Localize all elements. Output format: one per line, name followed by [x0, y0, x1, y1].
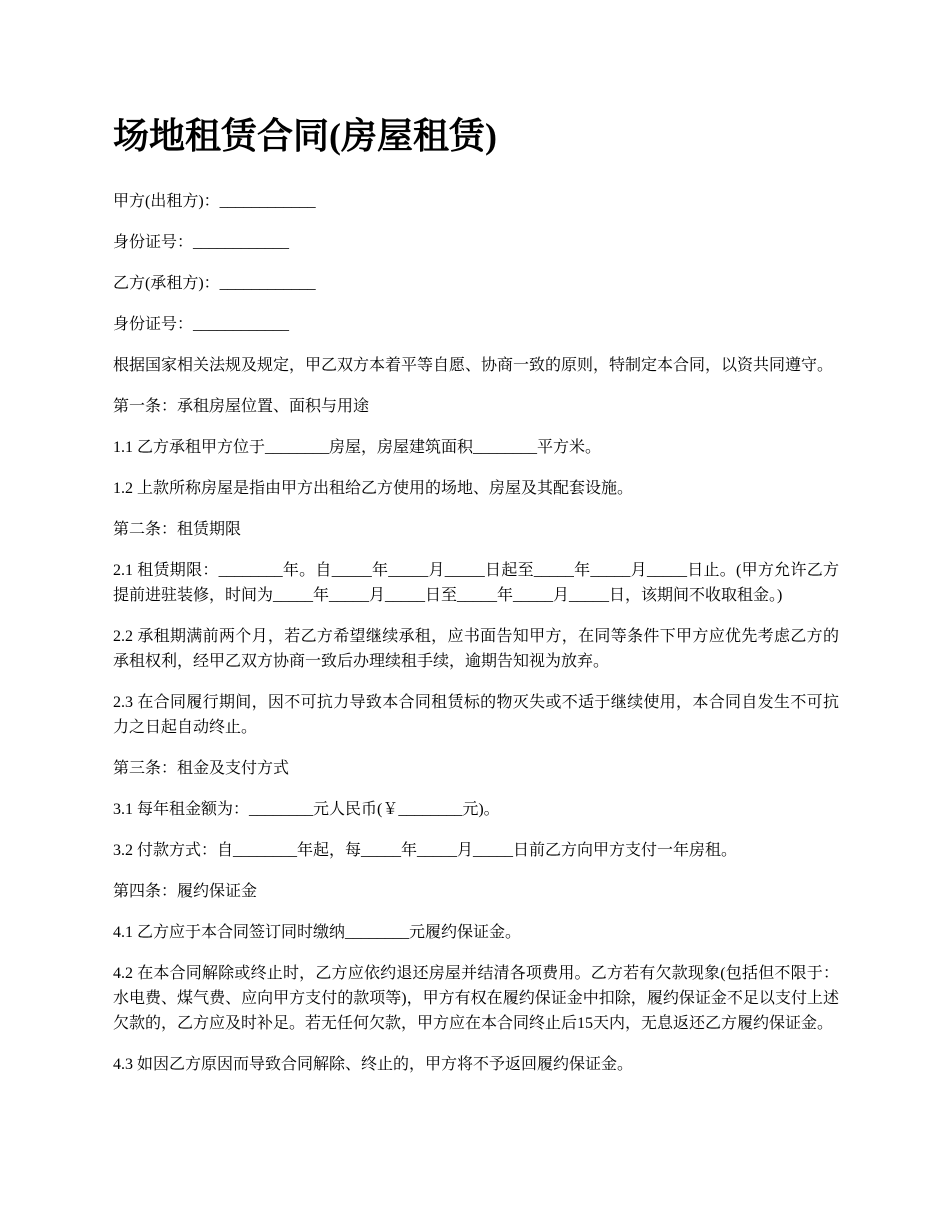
clause-3-1: 3.1 每年租金额为：________元人民币(￥________元)。	[113, 801, 500, 818]
clause-1-2: 1.2 上款所称房屋是指由甲方出租给乙方使用的场地、房屋及其配套设施。	[113, 480, 634, 497]
clause-4-3: 4.3 如因乙方原因而导致合同解除、终止的，甲方将不予返回履约保证金。	[113, 1056, 634, 1073]
party-b-field: 乙方(承租方)：____________	[113, 275, 316, 292]
article-4-heading: 第四条：履约保证金	[113, 883, 258, 900]
document-page	[113, 108, 839, 1093]
clause-2-1: 2.1 租赁期限：________年。自_____年_____月_____日起至_____年_____月_____日止。(甲方允许乙方提前进驻装修，时间为_____年_____月_____日至_____年_____月_____日，该期间不收取租金。)	[113, 562, 839, 604]
party-a-field: 甲方(出租方)：____________	[113, 193, 316, 210]
clause-3-2: 3.2 付款方式：自________年起，每_____年_____月_____日前乙方向甲方支付一年房租。	[113, 842, 738, 859]
clause-2-2: 2.2 承租期满前两个月，若乙方希望继续承租，应书面告知甲方，在同等条件下甲方应优先考虑乙方的承租权利，经甲乙双方协商一致后办理续租手续，逾期告知视为放弃。	[113, 628, 839, 670]
article-3-heading: 第三条：租金及支付方式	[113, 760, 290, 777]
clause-4-1: 4.1 乙方应于本合同签订同时缴纳________元履约保证金。	[113, 924, 522, 941]
party-a-id-field: 身份证号：____________	[113, 234, 290, 251]
party-b-id-field: 身份证号：____________	[113, 316, 290, 333]
preamble-paragraph: 根据国家相关法规及规定，甲乙双方本着平等自愿、协商一致的原则，特制定本合同，以资共同遵守。	[113, 357, 834, 374]
article-1-heading: 第一条：承租房屋位置、面积与用途	[113, 398, 370, 415]
clause-2-3: 2.3 在合同履行期间，因不可抗力导致本合同租赁标的物灭失或不适于继续使用，本合同自发生不可抗力之日起自动终止。	[113, 694, 839, 736]
document-title: 场地租赁合同(房屋租赁)	[113, 116, 497, 156]
article-2-heading: 第二条：租赁期限	[113, 521, 242, 538]
clause-4-2: 4.2 在本合同解除或终止时，乙方应依约退还房屋并结清各项费用。乙方若有欠款现象(包括但不限于：水电费、煤气费、应向甲方支付的款项等)，甲方有权在履约保证金中扣除，履约保证金不足以支付上述欠款的，乙方应及时补足。若无任何欠款，甲方应在本合同终止后15天内，无息返还乙方履约保证金。	[113, 965, 839, 1032]
clause-1-1: 1.1 乙方承租甲方位于________房屋，房屋建筑面积________平方米。	[113, 439, 602, 456]
